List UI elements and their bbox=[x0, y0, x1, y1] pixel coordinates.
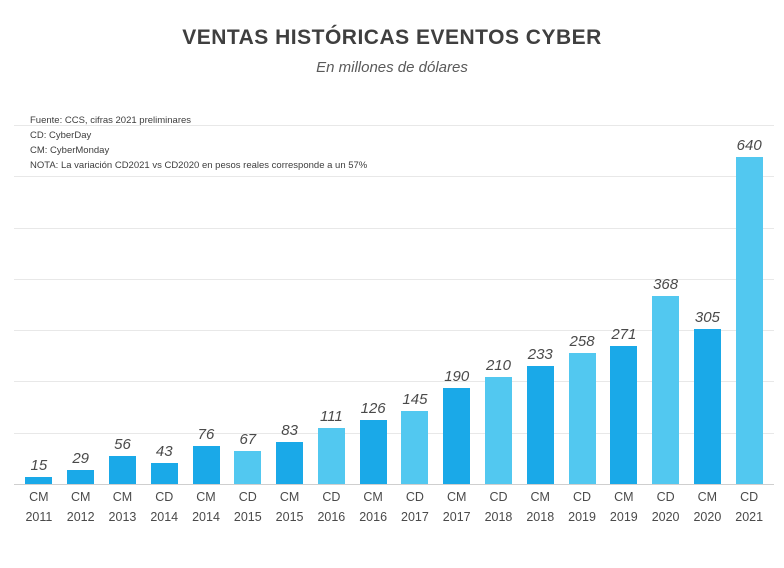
page-title: VENTAS HISTÓRICAS EVENTOS CYBER bbox=[182, 26, 602, 49]
note-cd: CD: CyberDay bbox=[30, 130, 92, 141]
bar-column[interactable] bbox=[645, 100, 687, 485]
bar[interactable] bbox=[151, 463, 178, 485]
note-variation: NOTA: La variación CD2021 vs CD2020 en pesos reales corresponde a un 57% bbox=[30, 160, 368, 171]
bar-value-label: 640 bbox=[736, 136, 762, 154]
bar-value-label: 67 bbox=[239, 430, 257, 448]
bar-column[interactable] bbox=[728, 100, 770, 485]
x-axis-tick bbox=[352, 487, 394, 527]
note-cm: CM: CyberMonday bbox=[30, 145, 110, 156]
bar[interactable] bbox=[652, 296, 679, 485]
bar-value-label: 56 bbox=[114, 436, 131, 454]
x-axis-tick bbox=[519, 487, 561, 527]
tick-year: 2020 bbox=[693, 510, 722, 524]
x-axis-tick bbox=[478, 487, 520, 527]
bar-column[interactable] bbox=[185, 100, 227, 485]
bar-column[interactable] bbox=[687, 100, 729, 485]
bar[interactable] bbox=[109, 456, 136, 485]
x-axis-tick bbox=[102, 487, 144, 527]
tick-year: 2013 bbox=[108, 510, 137, 524]
tick-event: CM bbox=[614, 490, 634, 504]
bar[interactable] bbox=[193, 446, 220, 485]
tick-year: 2018 bbox=[484, 510, 513, 524]
note-source: Fuente: CCS, cifras 2021 preliminares bbox=[30, 115, 192, 126]
x-axis-tick bbox=[269, 487, 311, 527]
x-axis-tick bbox=[18, 487, 60, 527]
bar-column[interactable] bbox=[519, 100, 561, 485]
tick-year: 2014 bbox=[192, 510, 220, 524]
bar-column[interactable] bbox=[227, 100, 269, 485]
tick-year: 2017 bbox=[401, 510, 429, 524]
tick-event: CM bbox=[279, 490, 300, 504]
tick-year: 2019 bbox=[609, 510, 638, 524]
bar-value-label: 145 bbox=[402, 390, 428, 408]
bar-column[interactable] bbox=[603, 100, 645, 485]
tick-event: CM bbox=[112, 490, 133, 504]
tick-event: CM bbox=[697, 490, 718, 504]
tick-event: CM bbox=[530, 490, 550, 504]
bar[interactable] bbox=[276, 442, 303, 485]
chart-subtitle: En millones de dólares bbox=[316, 59, 468, 76]
x-axis-tick bbox=[143, 487, 185, 527]
tick-year: 2019 bbox=[568, 510, 596, 524]
bar-value-label: 76 bbox=[197, 426, 215, 444]
title-block bbox=[0, 0, 784, 76]
tick-year: 2011 bbox=[25, 510, 53, 524]
tick-event: CD bbox=[405, 490, 424, 504]
bar[interactable] bbox=[569, 353, 596, 485]
bar[interactable] bbox=[610, 346, 637, 485]
bar-value-label: 29 bbox=[72, 450, 90, 468]
bar-value-label: 83 bbox=[281, 422, 298, 440]
tick-event: CD bbox=[155, 490, 174, 504]
bar[interactable] bbox=[318, 428, 345, 485]
bar-column[interactable] bbox=[143, 100, 185, 485]
tick-event: CM bbox=[446, 490, 467, 504]
bar-column[interactable] bbox=[102, 100, 144, 485]
tick-event: CD bbox=[322, 490, 341, 504]
x-axis-tick bbox=[60, 487, 102, 527]
tick-year: 2016 bbox=[359, 510, 388, 524]
tick-event: CM bbox=[29, 490, 49, 504]
bar-value-label: 258 bbox=[569, 332, 595, 350]
plot-area bbox=[14, 100, 774, 485]
tick-year: 2015 bbox=[275, 510, 304, 524]
x-axis-tick bbox=[603, 487, 645, 527]
bar-column[interactable] bbox=[436, 100, 478, 485]
bar-value-label: 126 bbox=[360, 400, 386, 418]
bar[interactable] bbox=[401, 411, 428, 485]
bar-column[interactable] bbox=[310, 100, 352, 485]
tick-event: CD bbox=[489, 490, 508, 504]
tick-year: 2017 bbox=[442, 510, 471, 524]
bar-column[interactable] bbox=[478, 100, 520, 485]
bar-value-label: 305 bbox=[694, 308, 720, 326]
bar-value-label: 111 bbox=[319, 408, 343, 426]
x-axis-tick bbox=[310, 487, 352, 527]
x-axis-tick bbox=[561, 487, 603, 527]
bar-column[interactable] bbox=[60, 100, 102, 485]
tick-year: 2016 bbox=[317, 510, 346, 524]
axis-baseline bbox=[14, 484, 774, 485]
bar[interactable] bbox=[694, 329, 721, 485]
bar[interactable] bbox=[360, 420, 387, 485]
x-axis-tick bbox=[394, 487, 436, 527]
x-axis-tick bbox=[728, 487, 770, 527]
tick-year: 2014 bbox=[150, 510, 179, 524]
x-axis-tick bbox=[645, 487, 687, 527]
bar-value-label: 368 bbox=[653, 276, 679, 294]
tick-event: CM bbox=[363, 490, 383, 504]
tick-event: CD bbox=[656, 490, 675, 504]
bar-value-label: 233 bbox=[527, 345, 553, 363]
x-axis-tick bbox=[687, 487, 729, 527]
bar-column[interactable] bbox=[18, 100, 60, 485]
tick-event: CM bbox=[196, 490, 216, 504]
bar-column[interactable] bbox=[352, 100, 394, 485]
x-axis-labels bbox=[14, 487, 774, 527]
bar[interactable] bbox=[67, 470, 94, 485]
bar-column[interactable] bbox=[269, 100, 311, 485]
tick-year: 2018 bbox=[526, 510, 555, 524]
tick-year: 2021 bbox=[735, 510, 764, 524]
x-axis-tick bbox=[185, 487, 227, 527]
x-axis-tick bbox=[227, 487, 269, 527]
bar[interactable] bbox=[234, 451, 261, 485]
tick-year: 2020 bbox=[651, 510, 680, 524]
bar-value-label: 210 bbox=[485, 357, 511, 375]
bar[interactable] bbox=[527, 366, 554, 485]
x-axis-tick bbox=[436, 487, 478, 527]
bar-column[interactable] bbox=[394, 100, 436, 485]
tick-event: CD bbox=[740, 490, 759, 504]
tick-event: CD bbox=[238, 490, 257, 504]
bar-column[interactable] bbox=[561, 100, 603, 485]
bar-value-label: 43 bbox=[155, 442, 173, 460]
bar-value-label: 271 bbox=[611, 326, 637, 344]
tick-year: 2015 bbox=[233, 510, 262, 524]
tick-event: CM bbox=[70, 490, 91, 504]
bar[interactable] bbox=[443, 388, 470, 485]
bar-value-label: 15 bbox=[30, 457, 48, 475]
tick-year: 2012 bbox=[66, 510, 95, 524]
bar-series bbox=[14, 100, 774, 485]
bar[interactable] bbox=[736, 157, 763, 485]
bar[interactable] bbox=[485, 377, 512, 485]
bar-value-label: 190 bbox=[444, 367, 470, 385]
tick-event: CD bbox=[573, 490, 592, 504]
